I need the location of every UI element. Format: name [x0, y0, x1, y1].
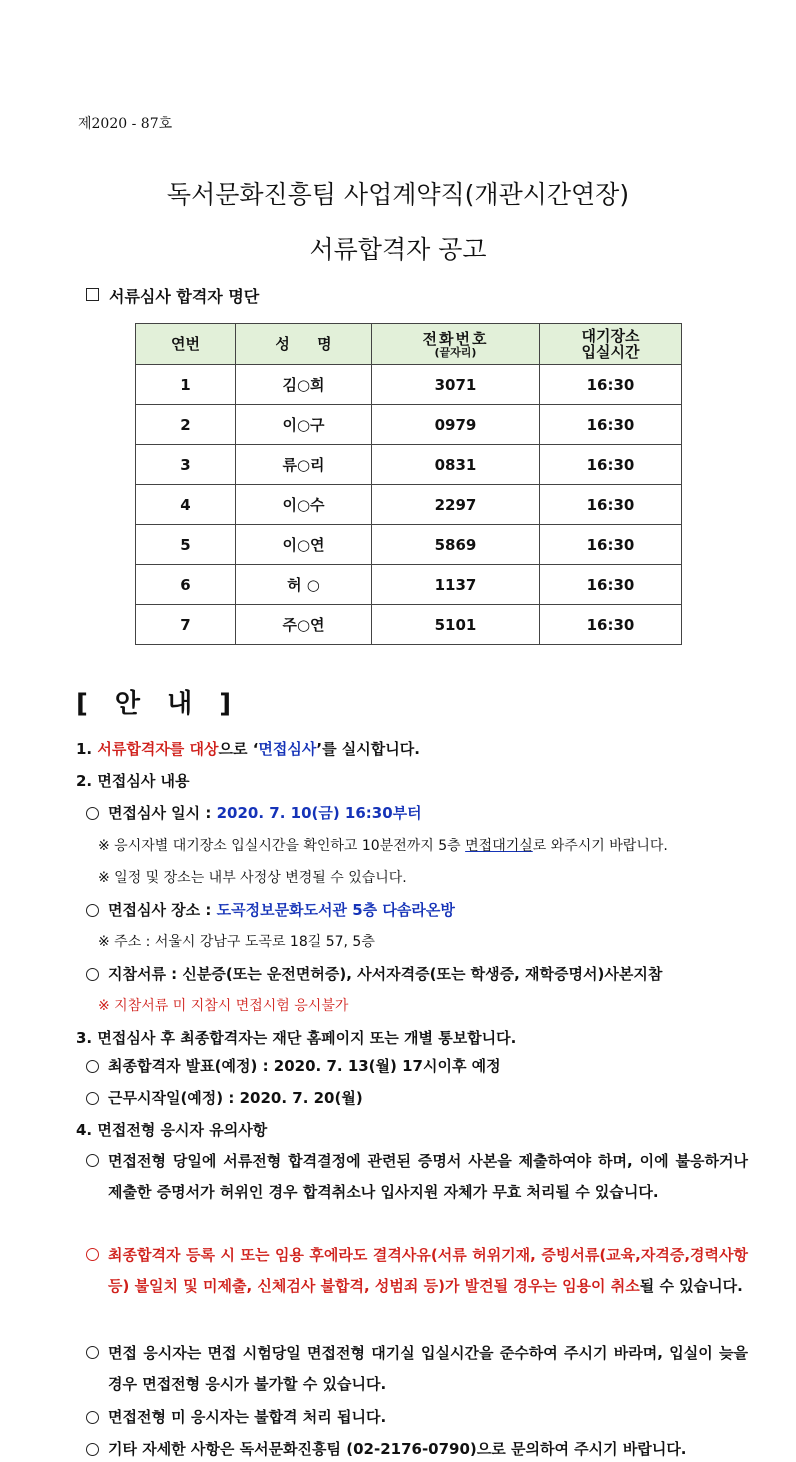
guide-item-4b [86, 1240, 748, 1302]
table-row [136, 485, 682, 525]
table-row [136, 445, 682, 485]
guide-item-3: 3. 면접심사 후 최종합격자는 재단 홈페이지 또는 개별 통보합니다. [76, 1029, 517, 1047]
cell-no: 5 [136, 525, 236, 565]
circle-bullet-icon [86, 1346, 99, 1359]
page-title: 독서문화진흥팀 사업계약직(개관시간연장) [166, 180, 630, 209]
guide-note-2c-1: ※ 지참서류 미 지참시 면접시험 응시불가 [98, 998, 349, 1014]
cell-phone: 2297 [372, 485, 540, 525]
guide-item-2c-text: 지참서류 : 신분증(또는 운전면허증), 사서자격증(또는 학생증, 재학증명서)사본지참 [108, 965, 663, 983]
guide-item-2a [86, 802, 422, 823]
guide-item-2a-label: 면접심사 일시 : [108, 804, 217, 822]
header-phone-label: 전화번호 [422, 329, 489, 348]
guide-item-4d [86, 1406, 386, 1427]
guide-item-4a [86, 1146, 748, 1208]
table-row [136, 405, 682, 445]
section-heading-text: 서류심사 합격자 명단 [109, 287, 260, 306]
guide-item-2b [86, 899, 455, 920]
circle-bullet-icon [86, 1092, 99, 1105]
header-phone [372, 324, 540, 365]
guide-item-3a-text: 최종합격자 발표(예정) : 2020. 7. 13(월) 17시이후 예정 [108, 1057, 501, 1075]
cell-name: 이○연 [236, 525, 372, 565]
circle-bullet-icon [86, 1248, 99, 1261]
guide-note-2a-1-underlined: 면접대기실 [465, 838, 533, 854]
guide-note-2b-1: ※ 주소 : 서울시 강남구 도곡로 18길 57, 5층 [98, 934, 375, 950]
cell-time: 16:30 [540, 485, 682, 525]
guide-item-3b-text: 근무시작일(예정) : 2020. 7. 20(월) [108, 1089, 363, 1107]
circle-bullet-icon [86, 807, 99, 820]
header-waiting-place: 대기장소 [581, 327, 640, 345]
header-entry-time: 입실시간 [581, 343, 640, 361]
cell-no: 4 [136, 485, 236, 525]
header-name: 성 명 [236, 324, 372, 365]
guide-item-4: 4. 면접전형 응시자 유의사항 [76, 1121, 268, 1139]
circle-bullet-icon [86, 1411, 99, 1424]
guide-item-4b-end: 될 수 있습니다. [639, 1277, 743, 1295]
cell-no: 2 [136, 405, 236, 445]
guide-item-4c [86, 1338, 748, 1400]
guide-item-2b-value: 도곡정보문화도서관 5층 다솜라온방 [216, 901, 455, 919]
guide-note-2a-1-post: 로 와주시기 바랍니다. [532, 838, 668, 854]
cell-no: 6 [136, 565, 236, 605]
section-heading [86, 284, 259, 307]
cell-phone: 0831 [372, 445, 540, 485]
cell-time: 16:30 [540, 605, 682, 645]
circle-bullet-icon [86, 904, 99, 917]
cell-name: 허 ○ [236, 565, 372, 605]
guide-item-2a-value: 2020. 7. 10(금) 16:30부터 [216, 804, 422, 822]
cell-time: 16:30 [540, 525, 682, 565]
table-header-row [136, 324, 682, 365]
guide-item-1-num: 1. [76, 740, 98, 758]
cell-name: 이○구 [236, 405, 372, 445]
guide-note-2a-1 [98, 835, 668, 855]
guide-item-4d-text: 면접전형 미 응시자는 불합격 처리 됩니다. [108, 1408, 387, 1426]
cell-phone: 5101 [372, 605, 540, 645]
cell-time: 16:30 [540, 445, 682, 485]
cell-name: 류○리 [236, 445, 372, 485]
guide-item-4e [86, 1438, 687, 1459]
cell-phone: 5869 [372, 525, 540, 565]
guide-note-2a-1-pre: ※ 응시자별 대기장소 입실시간을 확인하고 10분전까지 5층 [98, 838, 466, 854]
header-no: 연번 [136, 324, 236, 365]
cell-phone: 0979 [372, 405, 540, 445]
circle-bullet-icon [86, 1154, 99, 1167]
header-phone-sub: (끝자리) [434, 345, 477, 359]
page-subtitle: 서류합격자 공고 [309, 235, 487, 264]
cell-name: 주○연 [236, 605, 372, 645]
guide-item-2c [86, 963, 662, 984]
guide-item-1 [76, 738, 420, 759]
table-row [136, 605, 682, 645]
guide-item-3b [86, 1087, 363, 1108]
passers-table [135, 323, 682, 645]
cell-no: 7 [136, 605, 236, 645]
cell-name: 김○희 [236, 365, 372, 405]
guide-item-2: 2. 면접심사 내용 [76, 772, 190, 790]
table-row [136, 565, 682, 605]
cell-phone: 1137 [372, 565, 540, 605]
circle-bullet-icon [86, 1443, 99, 1456]
checkbox-square-icon [86, 288, 99, 301]
guide-item-1-mid: 으로 ‘ [218, 740, 259, 758]
guide-note-2a-2: ※ 일정 및 장소는 내부 사정상 변경될 수 있습니다. [98, 870, 407, 886]
cell-phone: 3071 [372, 365, 540, 405]
circle-bullet-icon [86, 968, 99, 981]
guide-item-4b-red: 최종합격자 등록 시 또는 임용 후에라도 결격사유(서류 허위기재, 증빙서류(교육,자격증,경력사항 등) 불일치 및 미제출, 신체검사 불합격, 성범죄 등)가 발견될 경우는 임용이 취소 [108, 1246, 748, 1295]
guide-item-4a-text: 면접전형 당일에 서류전형 합격결정에 관련된 증명서 사본을 제출하여야 하며, 이에 불응하거나 제출한 증명서가 허위인 경우 합격취소나 입사지원 자체가 무효 처리될 수 있습니다. [108, 1152, 748, 1201]
cell-time: 16:30 [540, 365, 682, 405]
circle-bullet-icon [86, 1060, 99, 1073]
guide-item-3a [86, 1055, 501, 1076]
cell-no: 3 [136, 445, 236, 485]
guide-item-2b-label: 면접심사 장소 : [108, 901, 217, 919]
guide-item-4c-text: 면접 응시자는 면접 시험당일 면접전형 대기실 입실시간을 준수하여 주시기 바라며, 입실이 늦을 경우 면접전형 응시가 불가할 수 있습니다. [108, 1344, 748, 1393]
cell-no: 1 [136, 365, 236, 405]
cell-name: 이○수 [236, 485, 372, 525]
header-time [540, 324, 682, 365]
document-number: 제2020 - 87호 [78, 116, 173, 132]
cell-time: 16:30 [540, 405, 682, 445]
table-row [136, 525, 682, 565]
guide-item-4e-text: 기타 자세한 사항은 독서문화진흥팀 (02-2176-0790)으로 문의하여 주시기 바랍니다. [108, 1440, 687, 1458]
guide-item-1-red: 서류합격자를 대상 [97, 740, 219, 758]
table-row [136, 365, 682, 405]
guide-heading: [ 안 내 ] [76, 689, 234, 719]
guide-item-1-blue: 면접심사 [258, 740, 317, 758]
cell-time: 16:30 [540, 565, 682, 605]
guide-item-1-end: ’를 실시합니다. [316, 740, 420, 758]
